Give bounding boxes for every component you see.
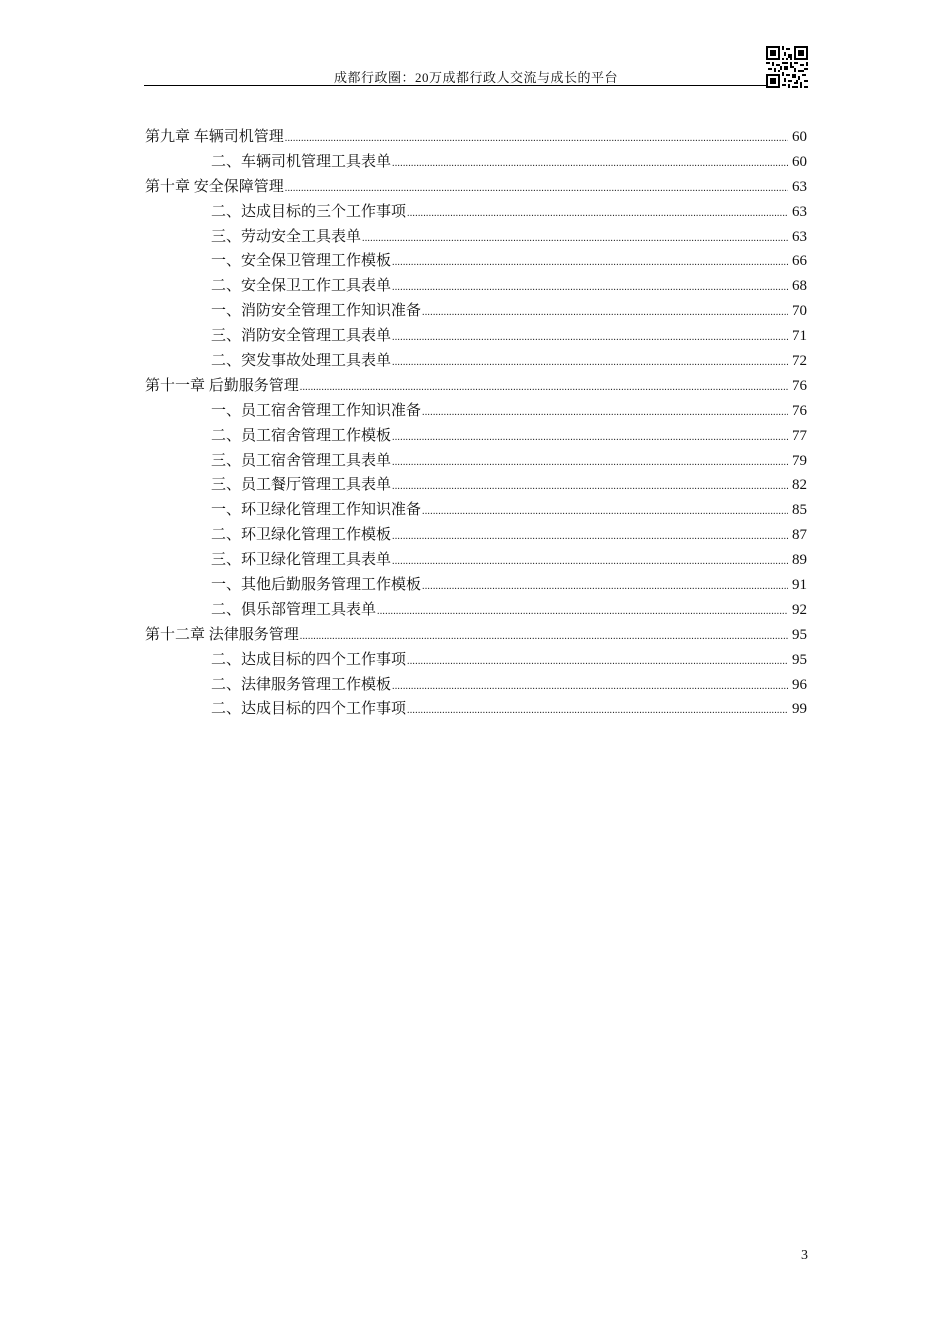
toc-entry-label: 二、俱乐部管理工具表单 xyxy=(211,601,377,618)
toc-section-entry[interactable] xyxy=(145,299,807,324)
toc-entry-label: 一、其他后勤服务管理工作模板 xyxy=(211,577,422,594)
toc-entry-label: 二、突发事故处理工具表单 xyxy=(211,353,392,370)
toc-dot-leader xyxy=(392,152,788,177)
toc-section-entry[interactable] xyxy=(145,498,807,523)
qr-code-icon xyxy=(766,46,808,88)
toc-page-number: 89 xyxy=(792,552,807,569)
toc-page-number: 87 xyxy=(792,527,807,544)
toc-section-entry[interactable] xyxy=(145,424,807,449)
toc-dot-leader xyxy=(392,251,788,276)
toc-chapter-entry[interactable] xyxy=(145,175,807,200)
toc-dot-leader xyxy=(377,600,788,625)
toc-chapter-entry[interactable] xyxy=(145,125,807,150)
toc-page-number: 82 xyxy=(792,477,807,494)
toc-entry-label: 二、安全保卫工作工具表单 xyxy=(211,278,392,295)
toc-dot-leader xyxy=(392,276,788,301)
toc-section-entry[interactable] xyxy=(145,573,807,598)
toc-section-entry[interactable] xyxy=(145,598,807,623)
toc-page-number: 70 xyxy=(792,303,807,320)
toc-page-number: 66 xyxy=(792,253,807,270)
table-of-contents xyxy=(145,125,807,722)
toc-entry-label: 三、劳动安全工具表单 xyxy=(211,228,362,245)
toc-dot-leader xyxy=(392,550,788,575)
toc-dot-leader xyxy=(392,525,788,550)
toc-dot-leader xyxy=(392,675,788,700)
toc-dot-leader xyxy=(300,625,788,650)
toc-dot-leader xyxy=(392,451,788,476)
toc-dot-leader xyxy=(407,650,788,675)
toc-page-number: 60 xyxy=(792,129,807,145)
toc-entry-label: 三、员工宿舍管理工具表单 xyxy=(211,452,392,469)
toc-section-entry[interactable] xyxy=(145,449,807,474)
page-number: 3 xyxy=(801,1248,808,1263)
toc-entry-label: 三、员工餐厅管理工具表单 xyxy=(211,477,392,494)
toc-chapter-entry[interactable] xyxy=(145,374,807,399)
toc-entry-label: 一、员工宿舍管理工作知识准备 xyxy=(211,402,422,419)
toc-dot-leader xyxy=(392,351,788,376)
toc-page-number: 76 xyxy=(792,377,807,394)
toc-dot-leader xyxy=(392,326,788,351)
toc-page-number: 68 xyxy=(792,278,807,295)
header-title: 成都行政圈：20万成都行政人交流与成长的平台 xyxy=(333,70,618,85)
toc-section-entry[interactable] xyxy=(145,225,807,250)
toc-page-number: 92 xyxy=(792,601,807,618)
toc-dot-leader xyxy=(407,202,788,227)
toc-page-number: 95 xyxy=(792,626,807,643)
toc-entry-label: 第十二章 法律服务管理 xyxy=(145,626,299,643)
toc-entry-label: 三、环卫绿化管理工具表单 xyxy=(211,552,392,569)
toc-dot-leader xyxy=(422,401,788,426)
toc-section-entry[interactable] xyxy=(145,200,807,225)
toc-entry-label: 二、车辆司机管理工具表单 xyxy=(211,153,392,170)
toc-entry-label: 一、环卫绿化管理工作知识准备 xyxy=(211,502,422,519)
toc-page-number: 77 xyxy=(792,427,807,444)
toc-dot-leader xyxy=(422,500,788,525)
header-divider xyxy=(144,85,808,86)
toc-dot-leader xyxy=(392,475,788,500)
toc-dot-leader xyxy=(285,127,788,152)
toc-entry-label: 一、消防安全管理工作知识准备 xyxy=(211,303,422,320)
page-header xyxy=(144,46,808,86)
toc-page-number: 79 xyxy=(792,452,807,469)
toc-entry-label: 一、安全保卫管理工作模板 xyxy=(211,253,392,270)
toc-entry-label: 第十一章 后勤服务管理 xyxy=(145,377,299,394)
toc-dot-leader xyxy=(300,376,788,401)
toc-entry-label: 三、消防安全管理工具表单 xyxy=(211,328,392,345)
toc-dot-leader xyxy=(407,699,788,724)
toc-entry-label: 二、法律服务管理工作模板 xyxy=(211,676,392,693)
toc-chapter-entry[interactable] xyxy=(145,623,807,648)
toc-page-number: 85 xyxy=(792,502,807,519)
toc-page-number: 91 xyxy=(792,577,807,594)
toc-page-number: 63 xyxy=(792,178,807,195)
toc-page-number: 63 xyxy=(792,203,807,220)
toc-dot-leader xyxy=(392,426,788,451)
toc-dot-leader xyxy=(285,177,788,202)
toc-page-number: 72 xyxy=(792,353,807,370)
toc-page-number: 95 xyxy=(792,651,807,668)
toc-page-number: 71 xyxy=(792,328,807,345)
toc-section-entry[interactable] xyxy=(145,150,807,175)
toc-dot-leader xyxy=(422,575,788,600)
toc-section-entry[interactable] xyxy=(145,523,807,548)
toc-entry-label: 第九章 车辆司机管理 xyxy=(145,129,284,145)
toc-entry-label: 二、达成目标的三个工作事项 xyxy=(211,203,407,220)
toc-page-number: 63 xyxy=(792,228,807,245)
toc-entry-label: 二、达成目标的四个工作事项 xyxy=(211,651,407,668)
toc-dot-leader xyxy=(362,227,788,252)
toc-dot-leader xyxy=(422,301,788,326)
toc-section-entry[interactable] xyxy=(145,249,807,274)
toc-page-number: 76 xyxy=(792,402,807,419)
toc-section-entry[interactable] xyxy=(145,648,807,673)
toc-entry-label: 二、员工宿舍管理工作模板 xyxy=(211,427,392,444)
toc-section-entry[interactable] xyxy=(145,399,807,424)
toc-section-entry[interactable] xyxy=(145,673,807,698)
toc-section-entry[interactable] xyxy=(145,324,807,349)
toc-page-number: 60 xyxy=(792,153,807,170)
toc-page-number: 96 xyxy=(792,676,807,693)
toc-section-entry[interactable] xyxy=(145,473,807,498)
toc-section-entry[interactable] xyxy=(145,349,807,374)
toc-section-entry[interactable] xyxy=(145,697,807,722)
toc-entry-label: 二、达成目标的四个工作事项 xyxy=(211,701,407,718)
toc-section-entry[interactable] xyxy=(145,548,807,573)
toc-page-number: 99 xyxy=(792,701,807,718)
toc-entry-label: 第十章 安全保障管理 xyxy=(145,178,284,195)
toc-section-entry[interactable] xyxy=(145,274,807,299)
toc-entry-label: 二、环卫绿化管理工作模板 xyxy=(211,527,392,544)
